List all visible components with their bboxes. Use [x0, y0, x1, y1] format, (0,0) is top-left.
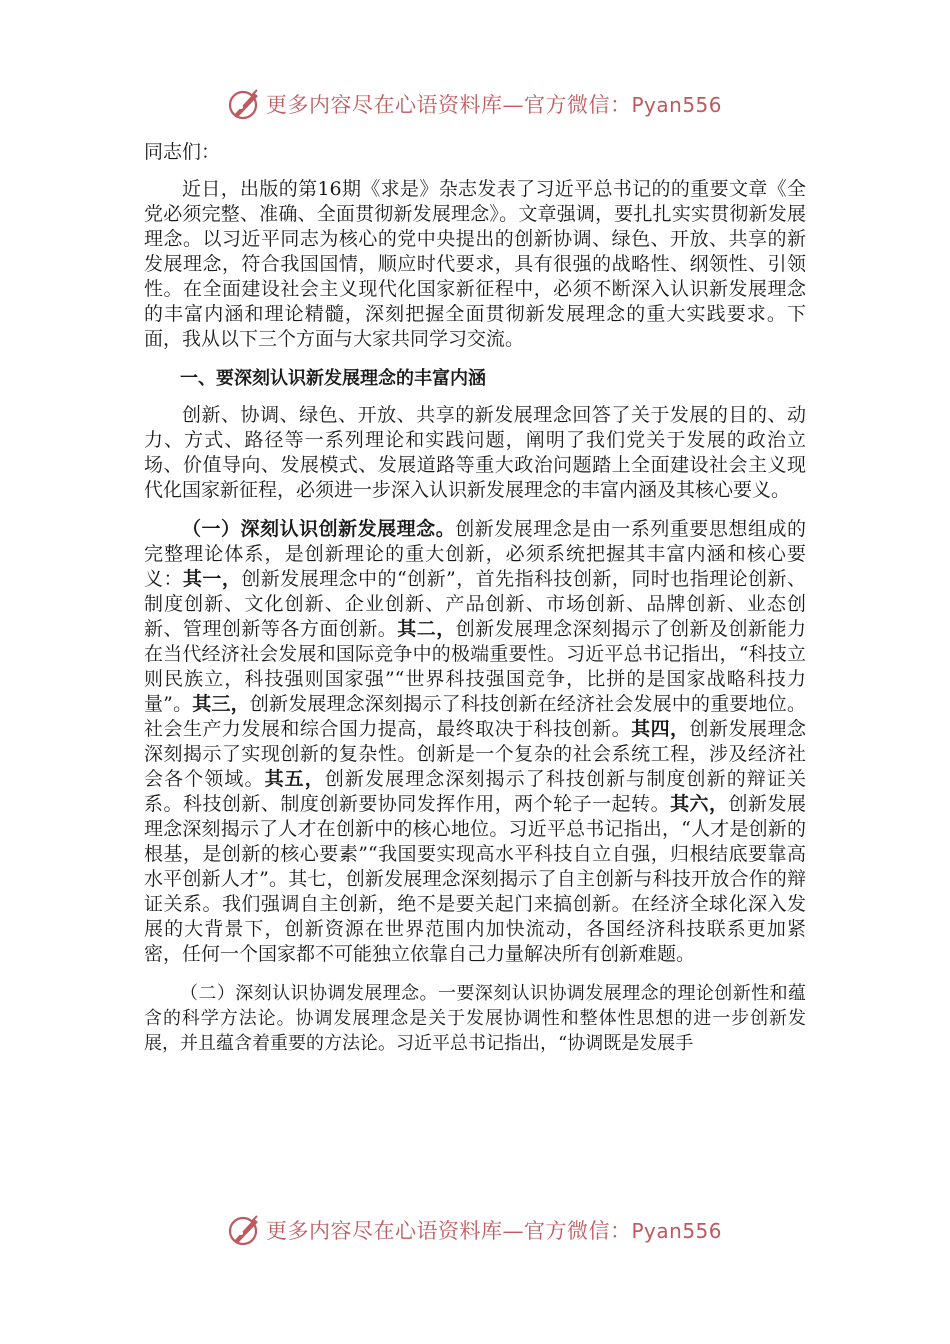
pen-logo-icon [228, 87, 262, 121]
innovation-paragraph: （一）深刻认识创新发展理念。创新发展理念是由一系列重要思想组成的完整理论体系，是创新理论的重大创新，必须系统把握其丰富内涵和核心要义：其一，创新发展理念中的“创新”，首先指科技创新，同时也指理论创新、制度创新、文化创新、企业创新、产品创新、市场创新、品牌创新、业态创新、管理创新等各方面创新。其二，创新发展理念深刻揭示了创新及创新能力在当代经济社会发展和国际竞争中的极端重要性。习近平总书记指出，“科技立则民族立，科技强则国家强”“世界科技强国竞争，比拼的是国家战略科技力量”。其三，创新发展理念深刻揭示了科技创新在经济社会发展中的重要地位。社会生产力发展和综合国力提高，最终取决于科技创新。其四，创新发展理念深刻揭示了实现创新的复杂性。创新是一个复杂的社会系统工程，涉及经济社会各个领域。其五，创新发展理念深刻揭示了科技创新与制度创新的辩证关系。科技创新、制度创新要协同发挥作用，两个轮子一起转。其六，创新发展理念深刻揭示了人才在创新中的核心地位。习近平总书记指出，“人才是创新的根基，是创新的核心要素”“我国要实现高水平科技自立自强，归根结底要靠高水平创新人才”。其七，创新发展理念深刻揭示了自主创新与科技开放合作的辩证关系。我们强调自主创新，绝不是要关起门来搞创新。在经济全球化深入发展的大背景下，创新资源在世界范围内加快流动，各国经济科技联系更加紧密，任何一个国家都不可能独立依靠自己力量解决所有创新难题。 [144, 518, 806, 965]
section-heading: 一、要深刻认识新发展理念的丰富内涵 [180, 368, 486, 389]
salutation: 同志们： [144, 141, 221, 163]
coordination-paragraph: （二）深刻认识协调发展理念。一要深刻认识协调发展理念的理论创新性和蕴含的科学方法论。协调发展理念是关于发展协调性和整体性思想的进一步创新发展，并且蕴含着重要的方法论。习近平总书记指出，“协调既是发展手 [144, 983, 806, 1054]
watermark-text: 更多内容尽在心语资料库—官方微信：Pyan556 [265, 1219, 722, 1243]
watermark-banner-top [0, 86, 950, 122]
subsection-title: （一）深刻认识创新发展理念。 [182, 518, 456, 540]
document-body [144, 140, 806, 1056]
pen-logo-icon [228, 1213, 262, 1247]
section-paragraph: 创新、协调、绿色、开放、共享的新发展理念回答了关于发展的目的、动力、方式、路径等一系列理论和实践问题，阐明了我们党关于发展的政治立场、价值导向、发展模式、发展道路等重大政治问题踏上全面建设社会主义现代化国家新征程，必须进一步深入认识新发展理念的丰富内涵及其核心要义。 [144, 404, 806, 501]
watermark-banner-bottom [0, 1212, 950, 1248]
intro-paragraph: 近日，出版的第16期《求是》杂志发表了习近平总书记的的重要文章《全党必须完整、准确、全面贯彻新发展理念》。文章强调，要扎扎实实贯彻新发展理念。以习近平同志为核心的党中央提出的创新协调、绿色、开放、共享的新发展理念，符合我国国情，顺应时代要求，具有很强的战略性、纲领性、引领性。在全面建设社会主义现代化国家新征程中，必须不断深入认识新发展理念的丰富内涵和理论精髓，深刻把握全面贯彻新发展理念的重大实践要求。下面，我从以下三个方面与大家共同学习交流。 [144, 178, 806, 350]
watermark-text: 更多内容尽在心语资料库—官方微信：Pyan556 [265, 93, 722, 117]
